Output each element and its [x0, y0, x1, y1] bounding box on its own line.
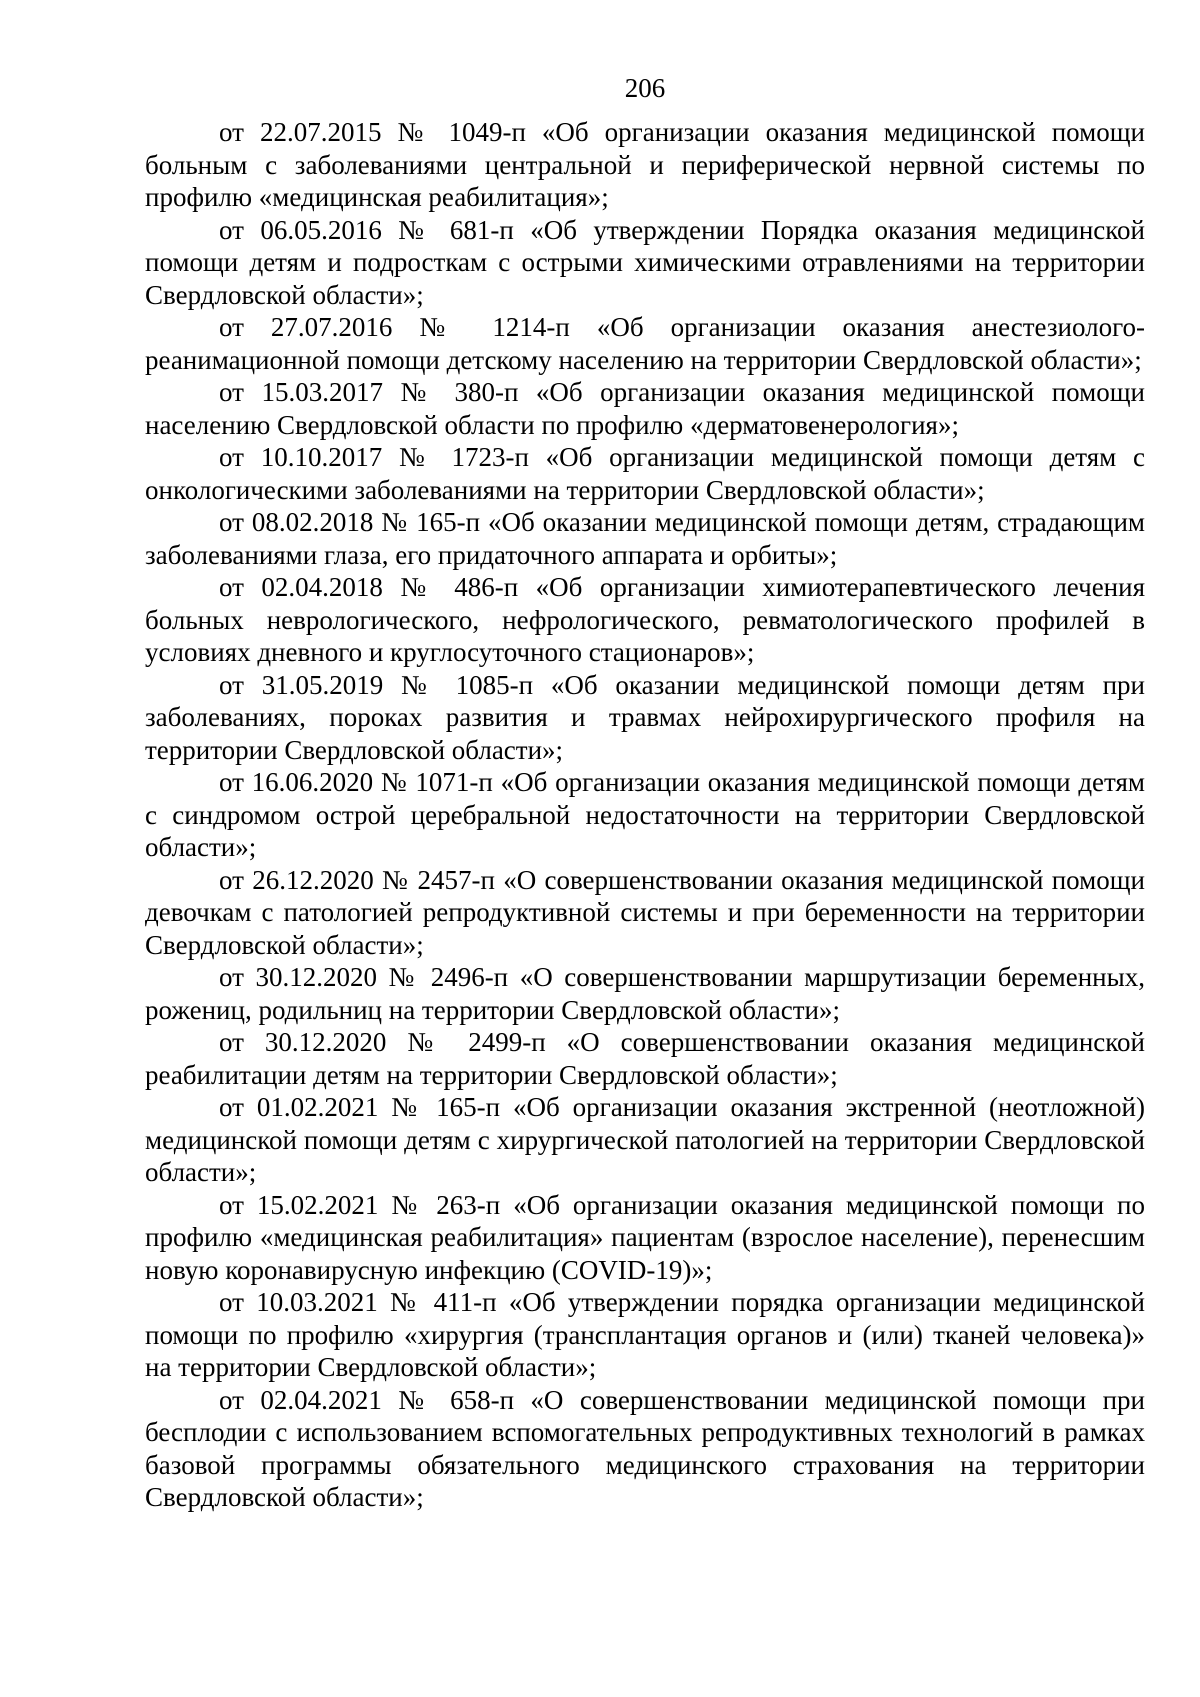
list-item: от 26.12.2020 № 2457-п «О совершенствовании оказания медицинской помощи девочкам с патологией репродуктивной системы и при беременности на территории Свердловской области»; [145, 864, 1145, 960]
list-item: от 08.02.2018 № 165-п «Об оказании медицинской помощи детям, страдающим заболеваниями глаза, его придаточного аппарата и орбиты»; [145, 507, 1145, 570]
list-item: от 15.02.2021 № 263-п «Об организации оказания медицинской помощи по профилю «медицинская реабилитация» пациентам (взрослое население), перенесшим новую коронавирусную инфекцию (COVID-19)»; [145, 1189, 1145, 1285]
list-item: от 30.12.2020 № 2499-п «О совершенствовании оказания медицинской реабилитации детям на территории Свердловской области»; [145, 1027, 1145, 1090]
list-item: от 16.06.2020 № 1071-п «Об организации оказания медицинской помощи детям с синдромом острой церебральной недостаточности на территории Свердловской области»; [145, 767, 1145, 862]
list-item: от 10.10.2017 № 1723-п «Об организации медицинской помощи детям с онкологическими заболеваниями на территории Свердловской области»; [145, 442, 1145, 505]
list-item: от 10.03.2021 № 411-п «Об утверждении порядка организации медицинской помощи по профилю «хирургия (трансплантация органов и (или) тканей человека)» на территории Свердловской области»; [145, 1287, 1145, 1382]
list-item: от 30.12.2020 № 2496-п «О совершенствовании маршрутизации беременных, рожениц, родильниц на территории Свердловской области»; [145, 962, 1145, 1025]
list-item: от 31.05.2019 № 1085-п «Об оказании медицинской помощи детям при заболеваниях, пороках развития и травмах нейрохирургического профиля на территории Свердловской области»; [145, 669, 1145, 765]
page-number: 206 [624, 73, 666, 103]
list-item: от 22.07.2015 № 1049-п «Об организации оказания медицинской помощи больным с заболеваниями центральной и периферической нервной системы по профилю «медицинская реабилитация»; [145, 117, 1145, 212]
list-item: от 02.04.2021 № 658-п «О совершенствовании медицинской помощи при бесплодии с использованием вспомогательных репродуктивных технологий в рамках базовой программы обязательного медицинского страхования на территории Свердловской области»; [145, 1384, 1145, 1512]
document-body [145, 116, 1145, 1514]
list-item: от 27.07.2016 № 1214-п «Об организации оказания анестезиолого-реанимационной помощи детскому населению на территории Свердловской области»; [145, 312, 1145, 375]
list-item: от 01.02.2021 № 165-п «Об организации оказания экстренной (неотложной) медицинской помощи детям с хирургической патологией на территории Свердловской области»; [145, 1092, 1145, 1187]
list-item: от 02.04.2018 № 486-п «Об организации химиотерапевтического лечения больных неврологического, нефрологического, ревматологического профилей в условиях дневного и круглосуточного стационаров»; [145, 572, 1145, 667]
list-item: от 15.03.2017 № 380-п «Об организации оказания медицинской помощи населению Свердловской области по профилю «дерматовенерология»; [145, 377, 1145, 440]
list-item: от 06.05.2016 № 681-п «Об утверждении Порядка оказания медицинской помощи детям и подросткам с острыми химическими отравлениями на территории Свердловской области»; [145, 214, 1145, 310]
